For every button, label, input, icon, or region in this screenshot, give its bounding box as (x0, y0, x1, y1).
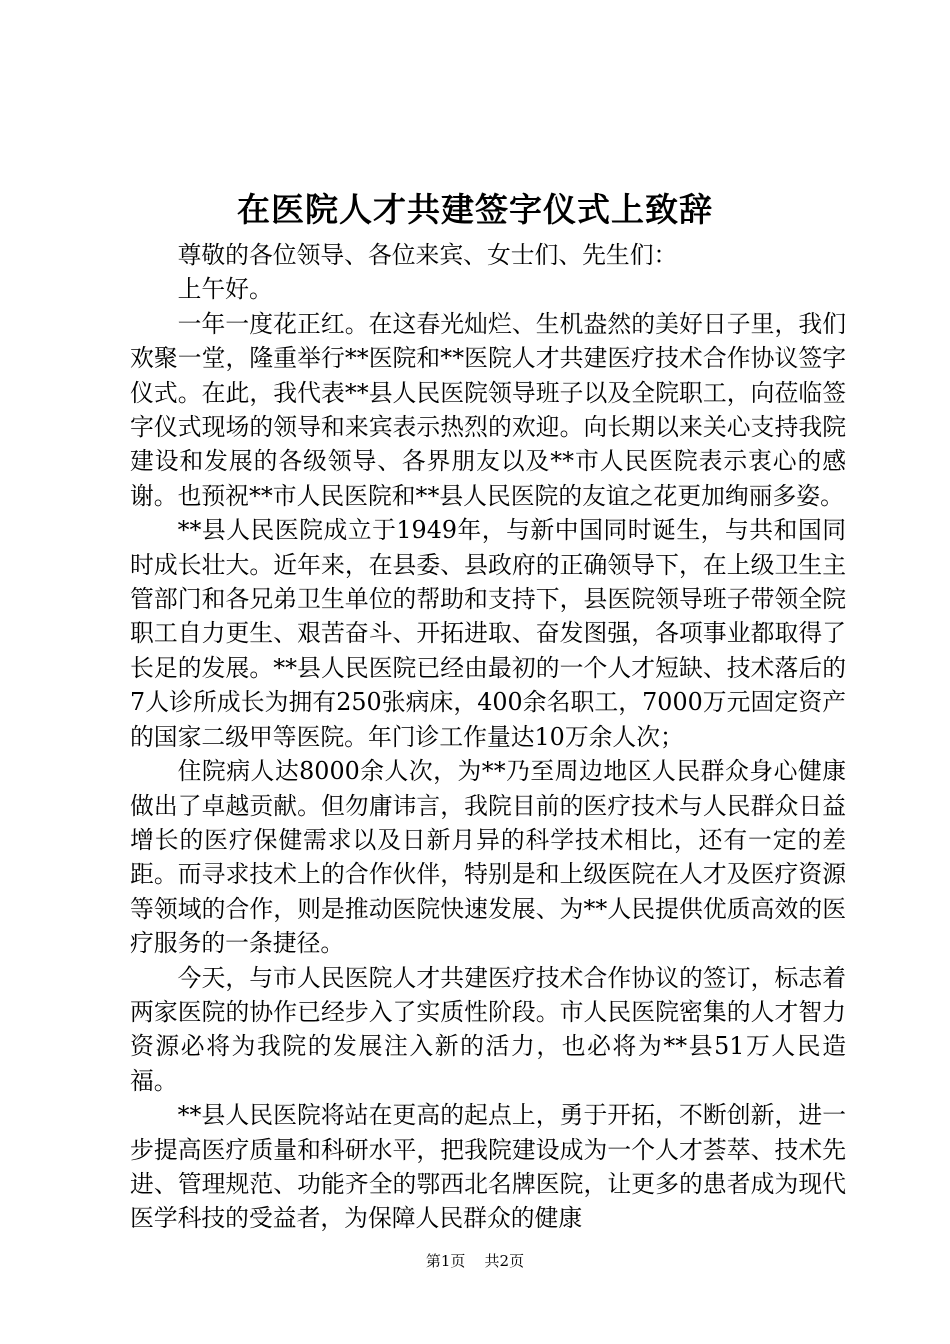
greeting-paragraph: 上午好。 (177, 275, 273, 304)
body-paragraph: 住院病人达8000余人次，为**乃至周边地区人民群众身心健康做出了卓越贡献。但勿庸讳言，我院目前的医疗技术与人民群众日益增长的医疗保健需求以及日新月异的科学技术相比，还有一定的差距。而寻求技术上的合作伙伴，特别是和上级医院在人才及医疗资源等领域的合作，则是推动医院快速发展、为**人民提供优质高效的医疗服务的一条捷径。 (130, 757, 846, 958)
body-paragraph: 一年一度花正红。在这春光灿烂、生机盎然的美好日子里，我们欢聚一堂，隆重举行**医院和**医院人才共建医疗技术合作协议签字仪式。在此，我代表**县人民医院领导班子以及全院职工，向莅临签字仪式现场的领导和来宾表示热烈的欢迎。向长期以来关心支持我院建设和发展的各级领导、各界朋友以及**市人民医院表示衷心的感谢。也预祝**市人民医院和**县人民医院的友谊之花更加绚丽多姿。 (130, 309, 846, 510)
salutation-paragraph: 尊敬的各位领导、各位来宾、女士们、先生们： (177, 241, 678, 269)
page-footer (0, 1250, 950, 1272)
footer-spacer (470, 1252, 480, 1270)
body-paragraph: **县人民医院将站在更高的起点上，勇于开拓，不断创新，进一步提高医疗质量和科研水平，把我院建设成为一个人才荟萃、技术先进、管理规范、功能齐全的鄂西北名牌医院，让更多的患者成为现代医学科技的受益者，为保障人民群众的健康 (130, 1101, 846, 1233)
page-number: 第1页 (425, 1252, 466, 1270)
page-total: 共2页 (484, 1252, 525, 1270)
document-title: 在医院人才共建签字仪式上致辞 (237, 190, 713, 229)
document-body (130, 238, 846, 1236)
body-paragraph: **县人民医院成立于1949年，与新中国同时诞生，与共和国同时成长壮大。近年来，在县委、县政府的正确领导下，在上级卫生主管部门和各兄弟卫生单位的帮助和支持下，县医院领导班子带领全院职工自力更生、艰苦奋斗、开拓进取、奋发图强，各项事业都取得了长足的发展。**县人民医院已经由最初的一个人才短缺、技术落后的7人诊所成长为拥有250张病床，400余名职工，7000万元固定资产的国家二级甲等医院。年门诊工作量达10万余人次； (130, 516, 846, 751)
body-paragraph: 今天，与市人民医院人才共建医疗技术合作协议的签订，标志着两家医院的协作已经步入了实质性阶段。市人民医院密集的人才智力资源必将为我院的发展注入新的活力，也必将为**县51万人民造福。 (130, 963, 846, 1095)
